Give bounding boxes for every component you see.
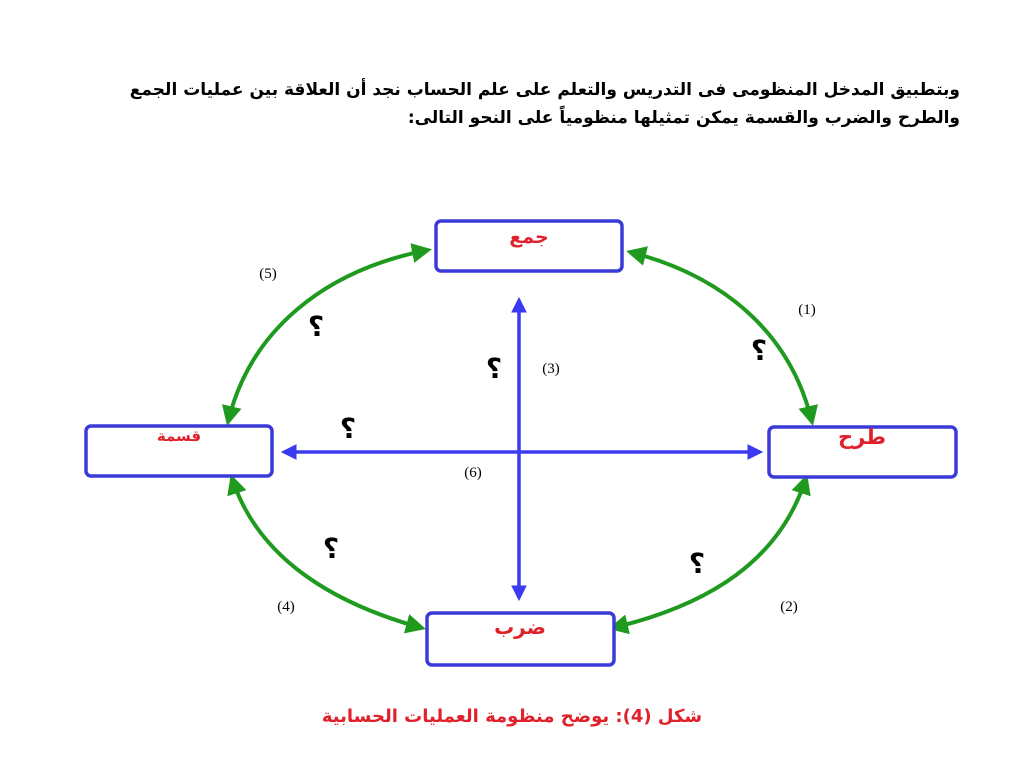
question-mark-multiply-divide: ؟ (322, 532, 340, 565)
curve-arrow-subtract-multiply (612, 478, 806, 628)
question-mark-horizontal: ؟ (339, 412, 357, 445)
box-multiplication (427, 613, 614, 665)
relation-label-3: (3) (542, 361, 560, 377)
question-mark-add-subtract: ؟ (750, 334, 768, 367)
box-division-label: قسمة (156, 427, 202, 445)
box-subtraction (769, 425, 956, 477)
box-division (86, 426, 272, 476)
relation-label-2: (2) (780, 599, 798, 615)
box-addition (436, 221, 622, 271)
curve-arrow-add-subtract (630, 252, 812, 422)
figure-caption: شكل (4): يوضح منظومة العمليات الحسابية (321, 706, 703, 727)
question-mark-divide-add: ؟ (307, 310, 325, 343)
relation-label-1: (1) (798, 302, 816, 318)
relation-label-4: (4) (277, 599, 295, 615)
intro-line-2: والطرح والضرب والقسمة يمكن تمثيلها منظومياً على النحو التالى: (407, 108, 960, 128)
question-mark-subtract-multiply: ؟ (688, 547, 706, 580)
question-mark-vertical: ؟ (485, 352, 503, 385)
box-multiplication-label: ضرب (494, 615, 546, 639)
intro-line-1: وبتطبيق المدخل المنظومى فى التدريس والتعلم على علم الحساب نجد أن العلاقة بين عمليات الجمع (129, 80, 960, 100)
relation-label-6: (6) (464, 465, 482, 481)
box-subtraction-label: طرح (838, 425, 886, 449)
relation-label-5: (5) (259, 266, 277, 282)
curve-arrow-divide-add (228, 250, 428, 422)
box-addition-label: جمع (509, 226, 549, 248)
